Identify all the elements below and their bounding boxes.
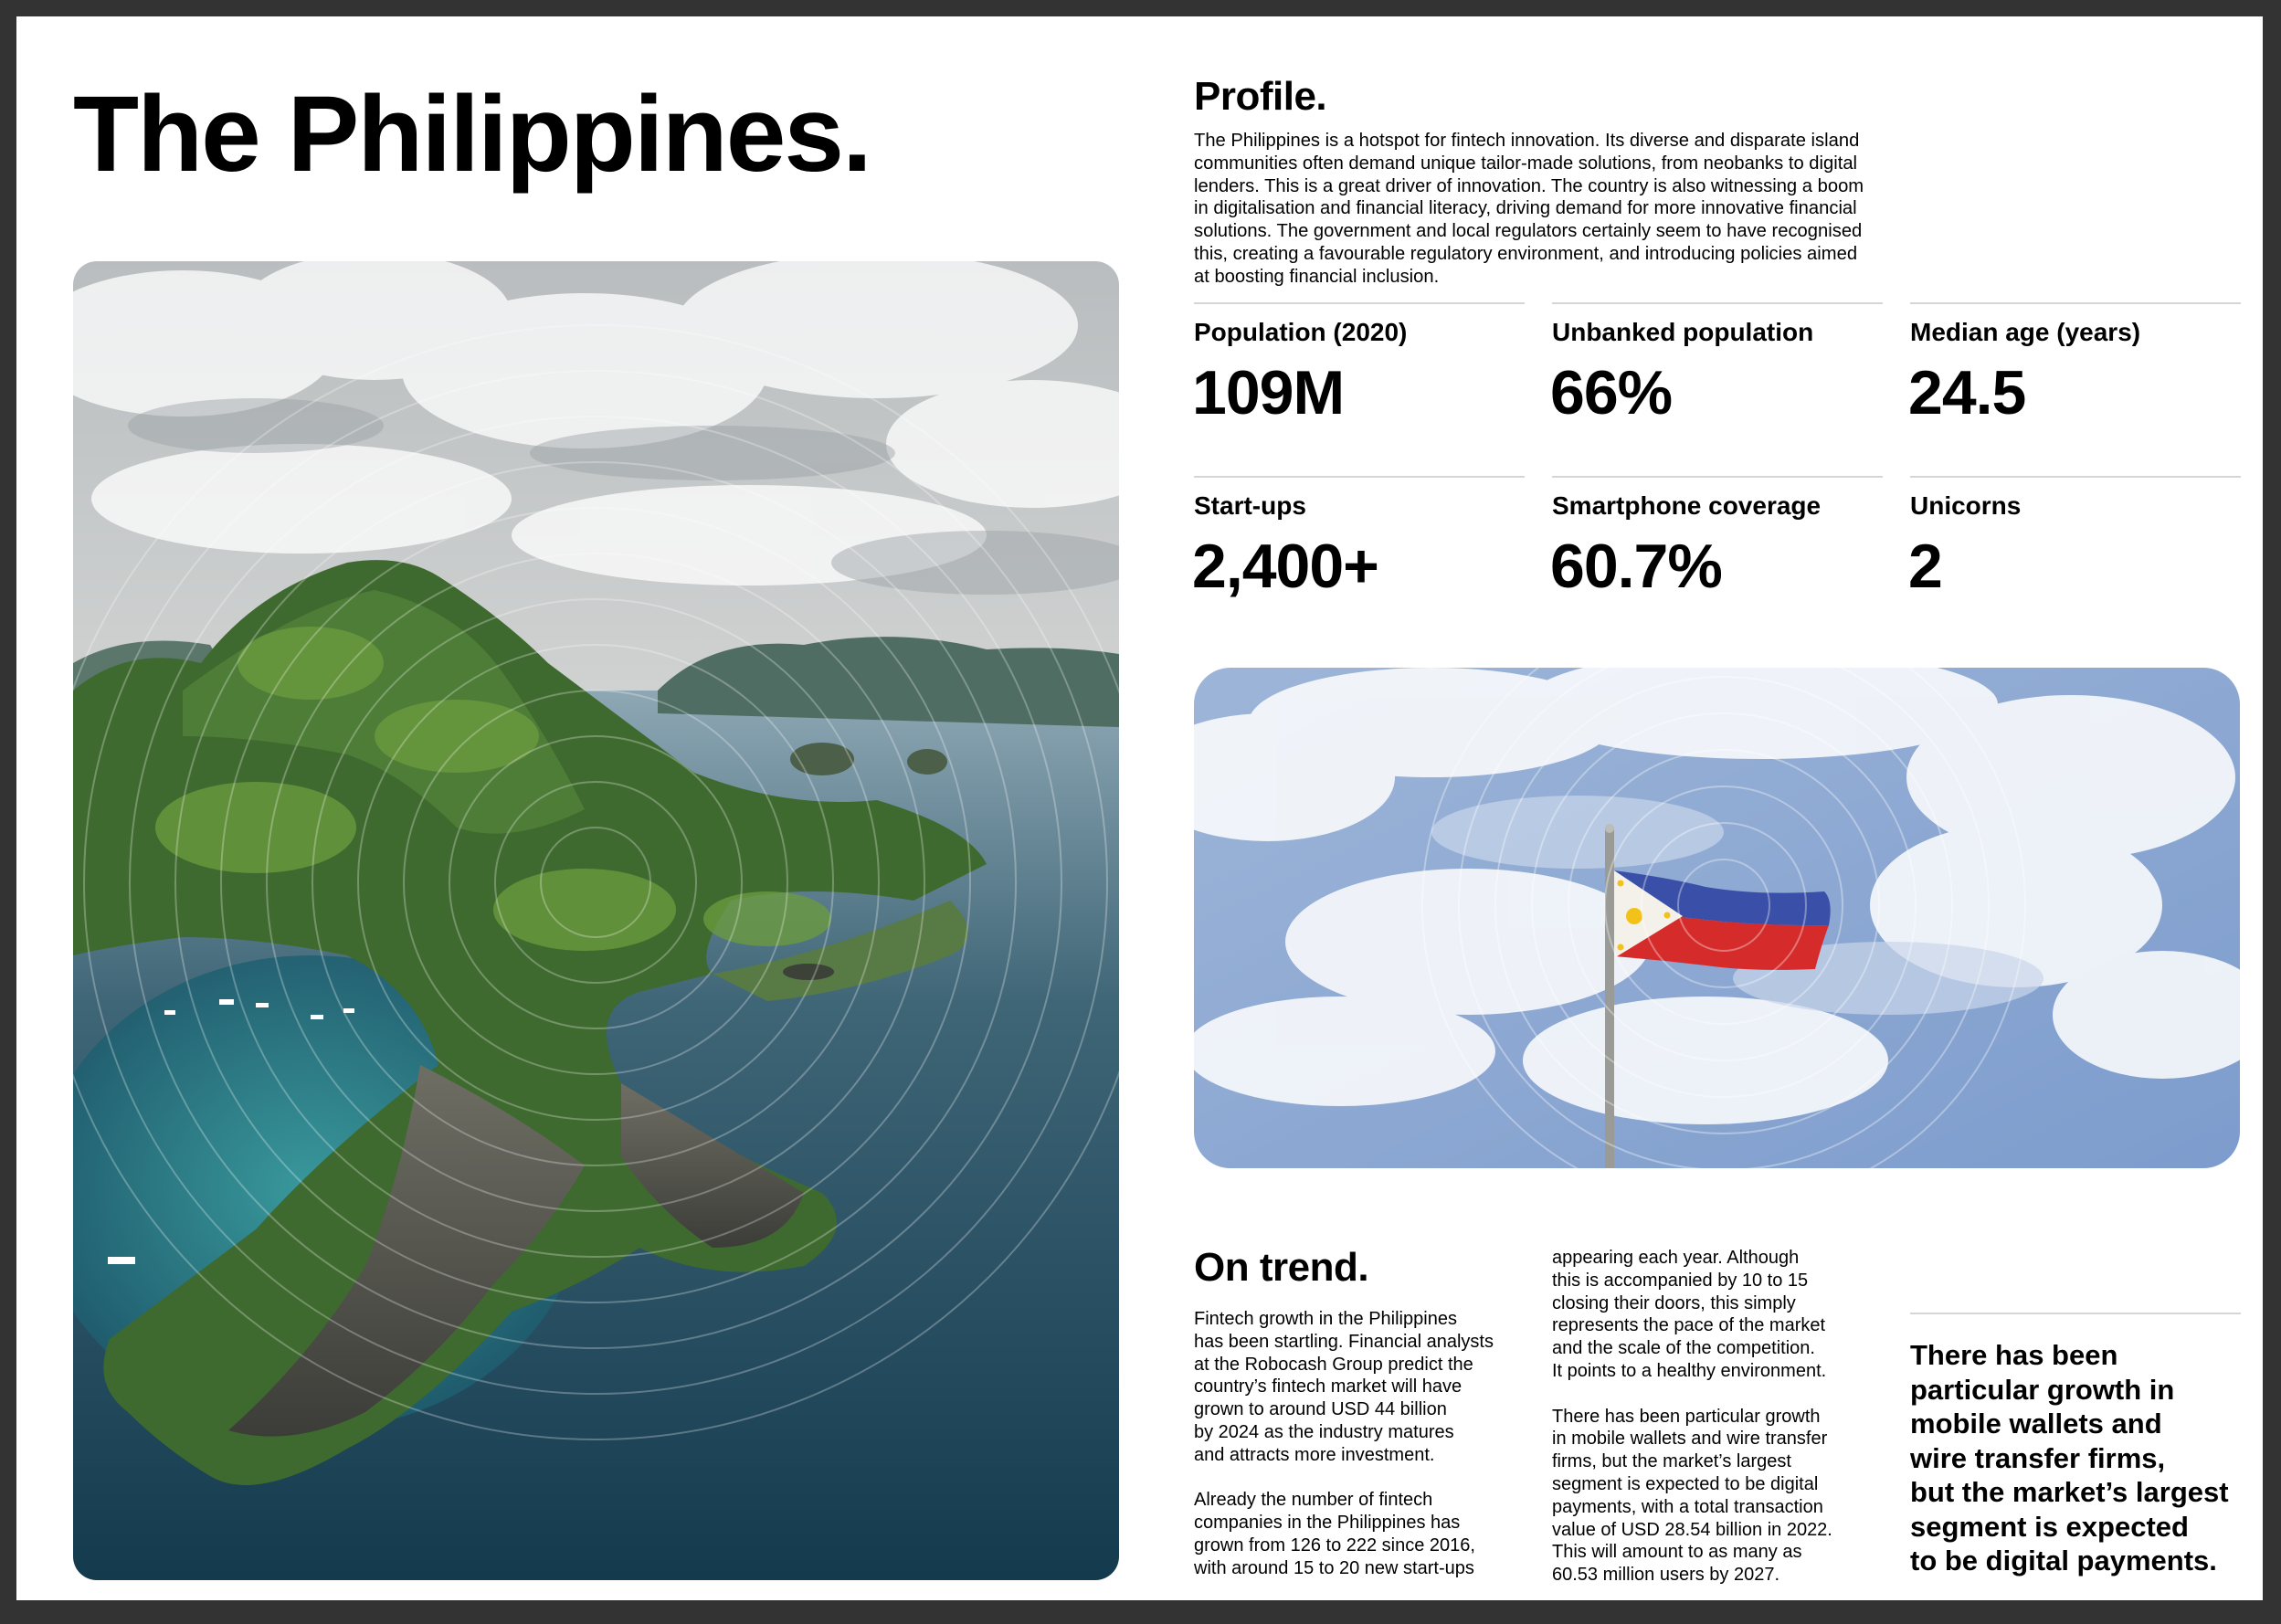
stat-value-unbanked: 66% <box>1550 358 1673 427</box>
stat-label-unicorns: Unicorns <box>1910 491 2022 520</box>
stat-divider <box>1910 302 2241 304</box>
trend-heading: On trend. <box>1194 1245 1369 1290</box>
trend-text-column-1: Fintech growth in the Philippines has been startling. Financial analysts at the Robocash Group predict the country’s fintech market will have grown to around USD 44 billion by 2024 as the industry matures and attracts more investment. Already the number of fintech companies in the Philippines has grown from 126 to 222 since 2016, with around 15 to 20 new start-ups <box>1194 1309 1494 1578</box>
stat-divider <box>1194 476 1525 478</box>
stat-label-median-age: Median age (years) <box>1910 318 2141 346</box>
page <box>16 16 2263 1600</box>
stat-divider <box>1552 302 1883 304</box>
stat-label-unbanked: Unbanked population <box>1552 318 1814 346</box>
stat-value-population: 109M <box>1192 358 1345 427</box>
pull-quote: There has been particular growth in mobile wallets and wire transfer firms, but the market’s largest segment is expected to be digital payments. <box>1910 1339 2229 1577</box>
page-title: The Philippines. <box>73 74 871 195</box>
stat-value-unicorns: 2 <box>1908 532 1942 601</box>
quote-divider <box>1910 1313 2241 1314</box>
stat-value-startups: 2,400+ <box>1192 532 1378 601</box>
stat-value-median-age: 24.5 <box>1908 358 2026 427</box>
stat-label-startups: Start-ups <box>1194 491 1306 520</box>
stat-label-population: Population (2020) <box>1194 318 1408 346</box>
flag-image <box>1194 668 2240 1168</box>
stat-divider <box>1194 302 1525 304</box>
island-aerial-image <box>73 261 1119 1580</box>
profile-text: The Philippines is a hotspot for fintech innovation. Its diverse and disparate island communities often demand unique tailor-made solutions, from neobanks to digital lenders. This is a great driver of innovation. The country is also witnessing a boom in digitalisation and financial literacy, driving demand for more innovative financial solutions. The government and local regulators certainly seem to have recognised this, creating a favourable regulatory environment, and introducing policies aimed at boosting financial inclusion. <box>1194 131 1864 287</box>
stat-value-smartphone: 60.7% <box>1550 532 1722 601</box>
trend-text-column-2: appearing each year. Although this is accompanied by 10 to 15 closing their doors, this simply represents the pace of the market and the scale of the competition. It points to a healthy environment. There has been particular growth in mobile wallets and wire transfer firms, but the market’s largest segment is expected to be digital payments, with a total transaction value of USD 28.54 billion in 2022. This will amount to as many as 60.53 million users by 2027. <box>1552 1248 1832 1586</box>
stat-divider <box>1910 476 2241 478</box>
stat-divider <box>1552 476 1883 478</box>
profile-heading: Profile. <box>1194 74 1327 119</box>
philippine-flag-photo <box>1194 668 2240 1168</box>
stat-label-smartphone: Smartphone coverage <box>1552 491 1822 520</box>
island-aerial-photo <box>73 261 1119 1580</box>
